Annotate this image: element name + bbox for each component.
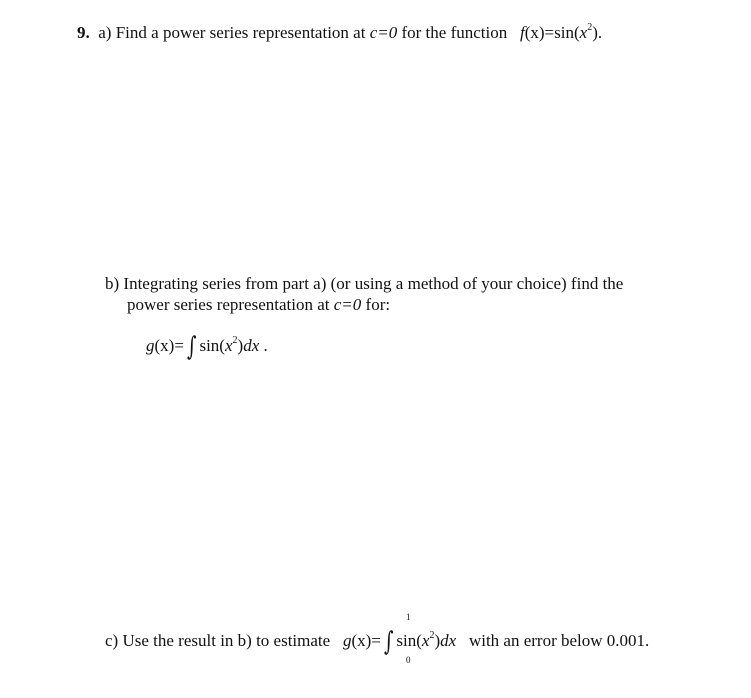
part-a-exponent: 2: [587, 22, 593, 33]
part-b-dx: dx: [243, 336, 260, 355]
part-c-text-prefix: Use the result in b) to estimate: [122, 631, 331, 650]
upper-limit: 1: [406, 612, 411, 622]
part-b-fn-name: g: [146, 336, 155, 355]
part-a-text-suffix: for the function: [401, 23, 508, 42]
part-b-integrand-suffix: ): [237, 336, 244, 355]
part-a-equals: =: [544, 23, 555, 42]
part-c-formula: [342, 627, 457, 657]
part-a-label: a): [98, 23, 112, 42]
part-a-rhs-suffix: ).: [592, 23, 603, 42]
part-c-text-suffix: with an error below 0.001.: [468, 631, 650, 650]
part-c-integrand-suffix: ): [434, 631, 441, 650]
part-a-rhs-prefix: sin(: [554, 23, 580, 42]
part-b-label: b): [105, 274, 120, 293]
definite-integral-sign-icon: ∫: [383, 627, 394, 657]
part-a-c-eq: c=0: [369, 23, 398, 42]
part-b-exponent: 2: [232, 335, 238, 346]
part-a-fn-name: f: [519, 23, 525, 42]
part-b-fn-arg: (x): [154, 336, 175, 355]
part-c-fn-arg: (x): [351, 631, 372, 650]
part-b-equals: =: [174, 336, 184, 355]
part-b-var: x: [224, 336, 233, 355]
part-c-equals: =: [371, 631, 381, 650]
part-c-line: [105, 627, 649, 657]
part-c-fn-name: g: [342, 631, 352, 650]
part-a-line: [77, 22, 602, 43]
lower-limit: 0: [406, 655, 411, 665]
integral-sign-icon: ∫: [186, 332, 197, 362]
part-b-line2-suffix: for:: [365, 295, 391, 314]
part-b-c-eq: c=0: [333, 295, 362, 314]
part-c-exponent: 2: [429, 630, 435, 641]
part-c-label: c): [105, 631, 119, 650]
part-a-fn-arg: (x): [524, 23, 545, 42]
part-c-dx: dx: [440, 631, 457, 650]
part-b-line2-prefix: power series representation at: [127, 295, 330, 314]
part-c-integrand-prefix: sin(: [396, 631, 422, 650]
part-b-period: .: [263, 336, 268, 355]
part-a-formula: [520, 23, 602, 42]
part-a-text-prefix: Find a power series representation at: [115, 23, 366, 42]
part-b-line1: [105, 274, 623, 294]
part-b-formula: [146, 332, 268, 362]
problem-number: 9.: [77, 23, 90, 42]
part-a-var: x: [579, 23, 588, 42]
part-c-var: x: [421, 631, 430, 650]
part-b-line1-text: Integrating series from part a) (or using a method of your choice) find the: [123, 274, 624, 293]
part-b-integrand-prefix: sin(: [199, 336, 225, 355]
part-b-line2: [127, 295, 390, 315]
